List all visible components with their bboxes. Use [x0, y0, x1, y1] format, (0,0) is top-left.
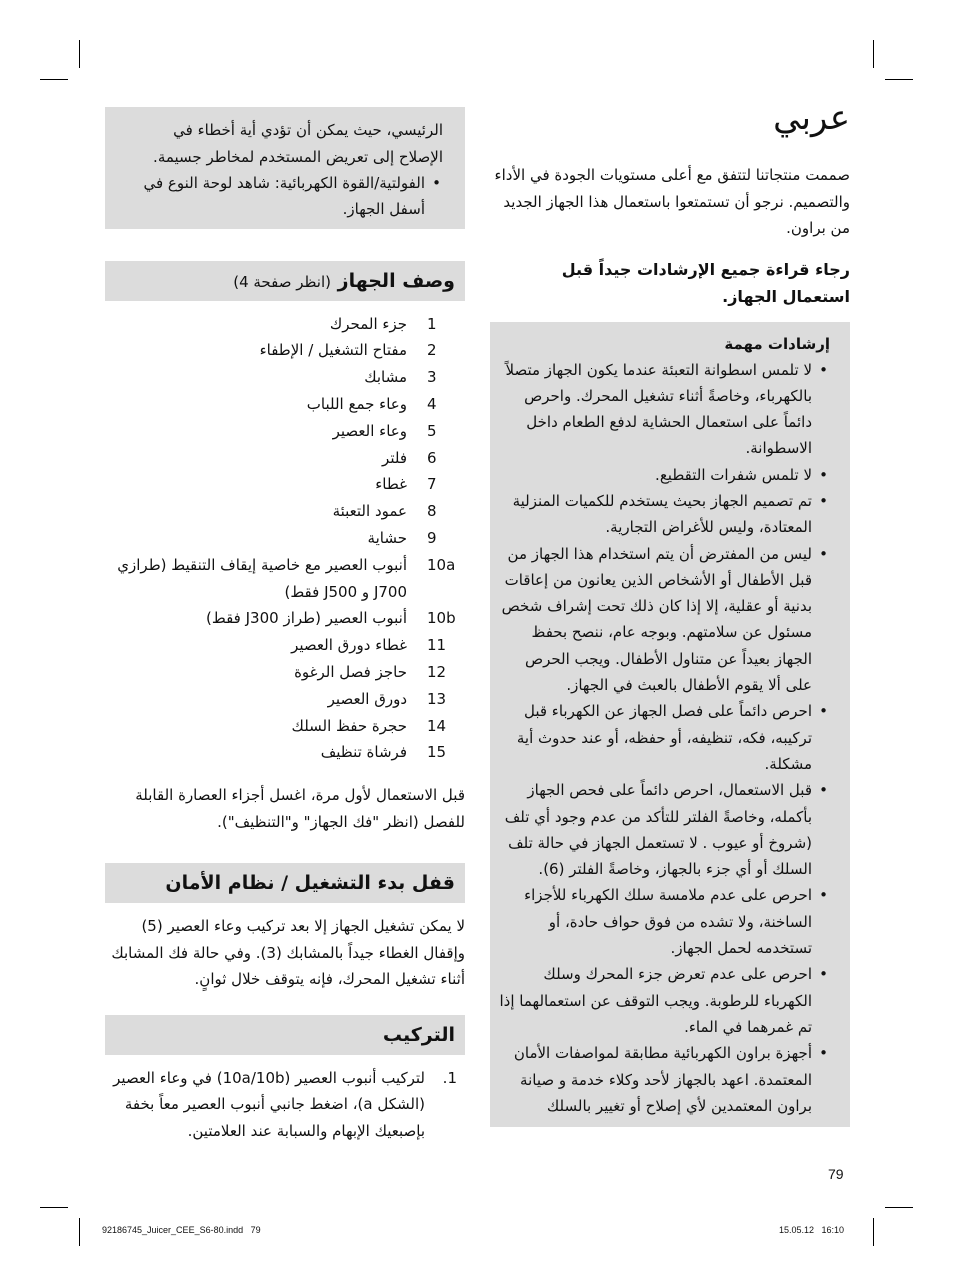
important-instructions-box	[490, 322, 850, 1128]
safety-bullet: • لا تلمس شفرات التقطيع.	[498, 462, 830, 488]
footer-date: 15.05.12 16:10	[779, 1225, 845, 1235]
part-item: 14 حجرة حفظ السلك	[291, 716, 447, 735]
description-header	[105, 261, 465, 301]
part-item: 11 غطاء دورق العصير	[291, 636, 447, 655]
assembly-step	[105, 1065, 465, 1145]
part-item: 13 دورق العصير	[327, 689, 447, 708]
safety-bullet: • قبل الاستعمال، احرص دائماً على فحص الجهاز بأكمله، وخاصةً الفلتر للتأكد من عدم وجود أي تلف (شروخ أو عيوب . لا تستعمل الجهاز في حالة تلف السلك أو أي جزء بالجهاز، وخاصةً الفلتر (6).	[498, 777, 830, 882]
safety-bullet: • تم تصميم الجهاز بحيث يستخدم للكميات المنزلية المعتادة، وليس للأغراض التجارية.	[498, 488, 830, 541]
description-title: وصف الجهاز	[337, 269, 455, 292]
language-title: عربي	[773, 98, 850, 138]
part-item: 7 غطاء	[375, 475, 437, 494]
part-item: 4 وعاء جمع اللباب	[306, 394, 437, 413]
assembly-step-text: لتركيب أنبوب العصير (10a/10b) في وعاء العصير (الشكل a)، اضغط جانبي أنبوب العصير معاً بخفة بإصبعيك الإبهام والسبابة عند العلامتين.	[113, 1068, 425, 1140]
part-item: 2 مفتاح التشغيل / الإطفاء	[259, 341, 437, 360]
safety-lock-paragraph: لا يمكن تشغيل الجهاز إلا بعد تركيب وعاء العصير (5) وإقفال الغطاء جيداً بالمشابك (3). وفي حالة فك المشابك أثناء تشغيل المحرك، فإنه يتوقف خلال ثوانٍ.	[111, 917, 465, 989]
page-number: 79	[828, 1166, 844, 1182]
safety-bullet: • احرص على عدم ملامسة سلك الكهرباء للأجزاء الساخنة، ولا تشده من فوق حواف حادة، أو تستخدمه لحمل الجهاز.	[498, 882, 830, 961]
crop-mark	[79, 40, 80, 68]
part-item: 10a أنبوب العصير مع خاصية إيقاف التنقيط (طرازي J700 و J500 فقط)	[117, 555, 456, 601]
safety-bullet-list	[498, 357, 830, 1120]
part-item: 15 فرشاة تنظيف	[320, 743, 447, 762]
voltage-bullet: • الفولتية/القوة الكهربائية: شاهد لوحة النوع في أسفل الجهاز.	[125, 170, 443, 223]
part-item: 1 جزء المحرك	[329, 314, 437, 333]
right-column	[490, 96, 850, 1127]
safety-bullet: • لا تلمس اسطوانة التعبئة عندما يكون الجهاز متصلاً بالكهرباء، وخاصةً أثناء تشغيل المحرك. واحرص دائماً على استعمال الحشاية لدفع الطعام داخل الاسطوانة.	[498, 357, 830, 462]
important-instructions-title: إرشادات مهمة	[724, 334, 830, 353]
part-item: 9 حشاية	[367, 528, 437, 547]
crop-mark	[885, 1207, 913, 1208]
part-item: 10b أنبوب العصير (طراز J300 فقط)	[206, 609, 456, 628]
part-item: 8 عمود التعبئة	[332, 502, 437, 521]
safety-bullet: • أجهزة براون الكهربائية مطابقة لمواصفات الأمان المعتمدة. اعهد بالجهاز لأحد وكلاء خدمة و صيانة براون المعتمدين لأي إصلاح أو تغيير بالسلك	[498, 1040, 830, 1119]
part-item: 12 حاجز فصل الرغوة	[294, 662, 447, 681]
crop-mark	[873, 1218, 874, 1246]
crop-mark	[40, 79, 68, 80]
part-item: 3 مشابك	[364, 368, 437, 387]
part-item: 6 فلتر	[382, 448, 437, 467]
continued-box	[105, 107, 465, 229]
parts-list	[105, 311, 465, 767]
continued-text: الرئيسي، حيث يمكن أن تؤدي أية أخطاء في الإصلاح إلى تعريض المستخدم لمخاطر جسيمة.	[153, 121, 443, 166]
first-use-paragraph: قبل الاستعمال لأول مرة، اغسل أجزاء العصارة القابلة للفصل (انظر "فك الجهاز" و"التنظيف").	[135, 786, 465, 831]
assembly-header	[105, 1015, 465, 1055]
crop-mark	[40, 1207, 68, 1208]
safety-lock-header	[105, 863, 465, 903]
assembly-step-number: 1.	[442, 1068, 457, 1087]
left-column	[105, 107, 465, 1144]
description-page-ref: (انظر صفحة 4)	[233, 272, 331, 291]
voltage-list	[125, 170, 443, 223]
footer-filename: 92186745_Juicer_CEE_S6-80.indd 79	[102, 1225, 261, 1235]
intro-paragraph: صممت منتجاتنا لتتفق مع أعلى مستويات الجودة في الأداء والتصميم. نرجو أن تستمتعوا باستعمال هذا الجهاز الجديد من براون.	[494, 166, 850, 237]
safety-bullet: • احرص على عدم تعرض جزء المحرك وسلك الكهرباء للرطوبة. ويجب التوقف عن استعمالهما إذا تم غمرهما في الماء.	[498, 961, 830, 1040]
assembly-title: التركيب	[382, 1023, 455, 1046]
crop-mark	[885, 79, 913, 80]
safety-bullet: • ليس من المفترض أن يتم استخدام هذا الجهاز من قبل الأطفال أو الأشخاص الذين يعانون من إعاقات بدنية أو عقلية، إلا إذا كان ذلك تحت إشراف شخص مسئول عن سلامتهم. وبوجه عام، ننصح بحفظ الجهاز بعيداً عن متناول الأطفال. ويجب الحرص على ألا يقوم الأطفال بالعبث في الجهاز.	[498, 541, 830, 699]
read-instructions-notice: رجاء قراءة جميع الإرشادات جيداً قبل استعمال الجهاز.	[561, 259, 850, 306]
crop-mark	[79, 1218, 80, 1246]
part-item: 5 وعاء العصير	[332, 421, 437, 440]
safety-bullet: • احرص دائماً على فصل الجهاز عن الكهرباء قبل تركيبه، فكه، تنظيفه، أو حفظه، أو عند حدوث أية مشكلة.	[498, 698, 830, 777]
crop-mark	[873, 40, 874, 68]
safety-lock-title: قفل بدء التشغيل / نظام الأمان	[165, 872, 455, 895]
